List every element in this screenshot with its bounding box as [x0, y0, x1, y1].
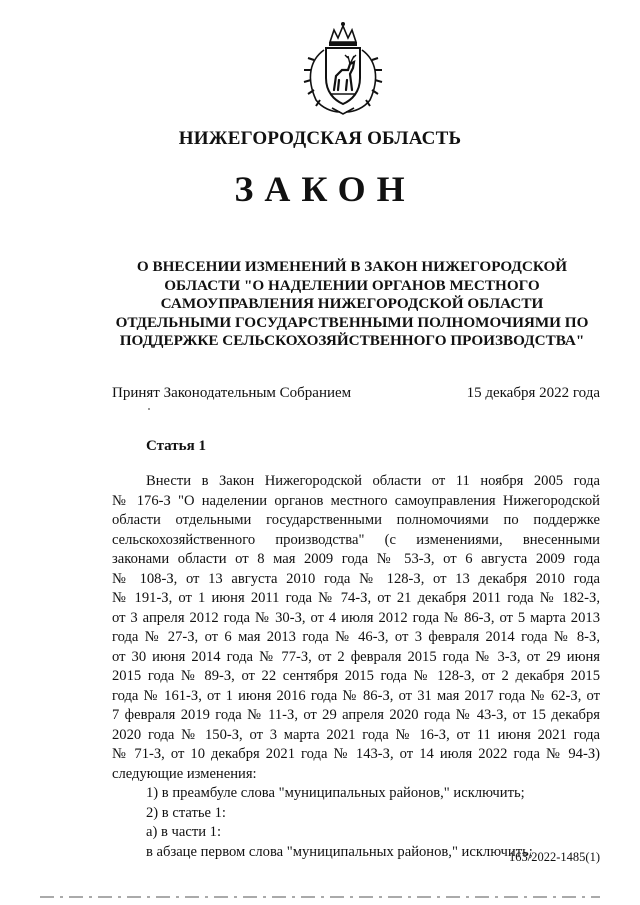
body-line: области отдельными государственными полномочиями по поддержке: [112, 512, 600, 528]
scan-dot: [148, 408, 150, 410]
law-title: [108, 258, 596, 351]
article-body: [112, 472, 600, 862]
body-line: сельскохозяйственного производства" (с изменениями, внесенными: [112, 531, 600, 548]
body-line: 2015 года № 89-З, от 22 сентября 2015 года № 128-З, от 2 декабря 2015: [112, 668, 600, 684]
coat-of-arms-emblem: [296, 20, 390, 116]
document-code: 163/2022-1485(1): [509, 850, 600, 864]
law-title-line: САМОУПРАВЛЕНИЯ НИЖЕГОРОДСКОЙ ОБЛАСТИ: [160, 295, 544, 312]
body-line: от 3 апреля 2012 года № 30-З, от 4 июля 2012 года № 86-З, от 5 марта 2013: [112, 609, 600, 626]
article-title: Статья 1: [146, 438, 206, 454]
body-line: законами области от 8 мая 2009 года № 53-З, от 6 августа 2009 года: [112, 551, 600, 567]
body-line: Внести в Закон Нижегородской области от 11 ноября 2005 года: [146, 473, 600, 489]
region-heading: НИЖЕГОРОДСКАЯ ОБЛАСТЬ: [178, 128, 462, 149]
law-title-line: ПОДДЕРЖКЕ СЕЛЬСКОХОЗЯЙСТВЕННОГО ПРОИЗВОДСТВА": [119, 332, 585, 349]
body-line: года № 27-З, от 6 мая 2013 года № 46-З, от 3 февраля 2014 года № 8-З,: [112, 629, 600, 645]
law-title-line: ОТДЕЛЬНЫМИ ГОСУДАРСТВЕННЫМИ ПОЛНОМОЧИЯМИ ПО: [115, 313, 589, 331]
adoption-date: 15 декабря 2022 года: [466, 385, 600, 401]
law-heading: ЗАКОН: [234, 169, 416, 209]
adoption-line: [112, 385, 600, 402]
body-line: 7 февраля 2019 года № 11-З, от 29 апреля 2020 года № 43-З, от 15 декабря: [112, 707, 600, 723]
body-line: 2020 года № 150-З, от 3 марта 2021 года № 16-З, от 11 июня 2021 года: [112, 726, 600, 743]
law-title-line: О ВНЕСЕНИИ ИЗМЕНЕНИЙ В ЗАКОН НИЖЕГОРОДСКОЙ: [136, 258, 568, 275]
body-line: в абзаце первом слова "муниципальных районов," исключить;: [146, 843, 533, 860]
body-line: 2) в статье 1:: [146, 804, 226, 821]
body-line: а) в части 1:: [146, 824, 222, 840]
body-line: года № 161-З, от 1 июня 2016 года № 86-З, от 31 мая 2017 года № 62-З, от: [112, 687, 600, 704]
body-line: от 30 июня 2014 года № 77-З, от 2 февраля 2015 года № 3-З, от 29 июня: [112, 648, 600, 665]
body-line: следующие изменения:: [112, 765, 257, 782]
body-line: 1) в преамбуле слова "муниципальных районов," исключить;: [146, 785, 525, 801]
body-line: № 191-З, от 1 июня 2011 года № 74-З, от 21 декабря 2011 года № 182-З,: [112, 590, 600, 606]
body-line: № 176-З "О наделении органов местного самоуправления Нижегородской: [112, 492, 600, 509]
body-line: № 71-З, от 10 декабря 2021 года № 143-З, от 14 июля 2022 года № 94-З): [112, 746, 600, 762]
law-title-line: ОБЛАСТИ "О НАДЕЛЕНИИ ОРГАНОВ МЕСТНОГО: [164, 276, 540, 294]
scan-edge-mark: [40, 893, 600, 901]
adoption-label: Принят Законодательным Собранием: [112, 385, 352, 401]
body-line: № 108-З, от 13 августа 2010 года № 128-З, от 13 декабря 2010 года: [112, 570, 600, 587]
